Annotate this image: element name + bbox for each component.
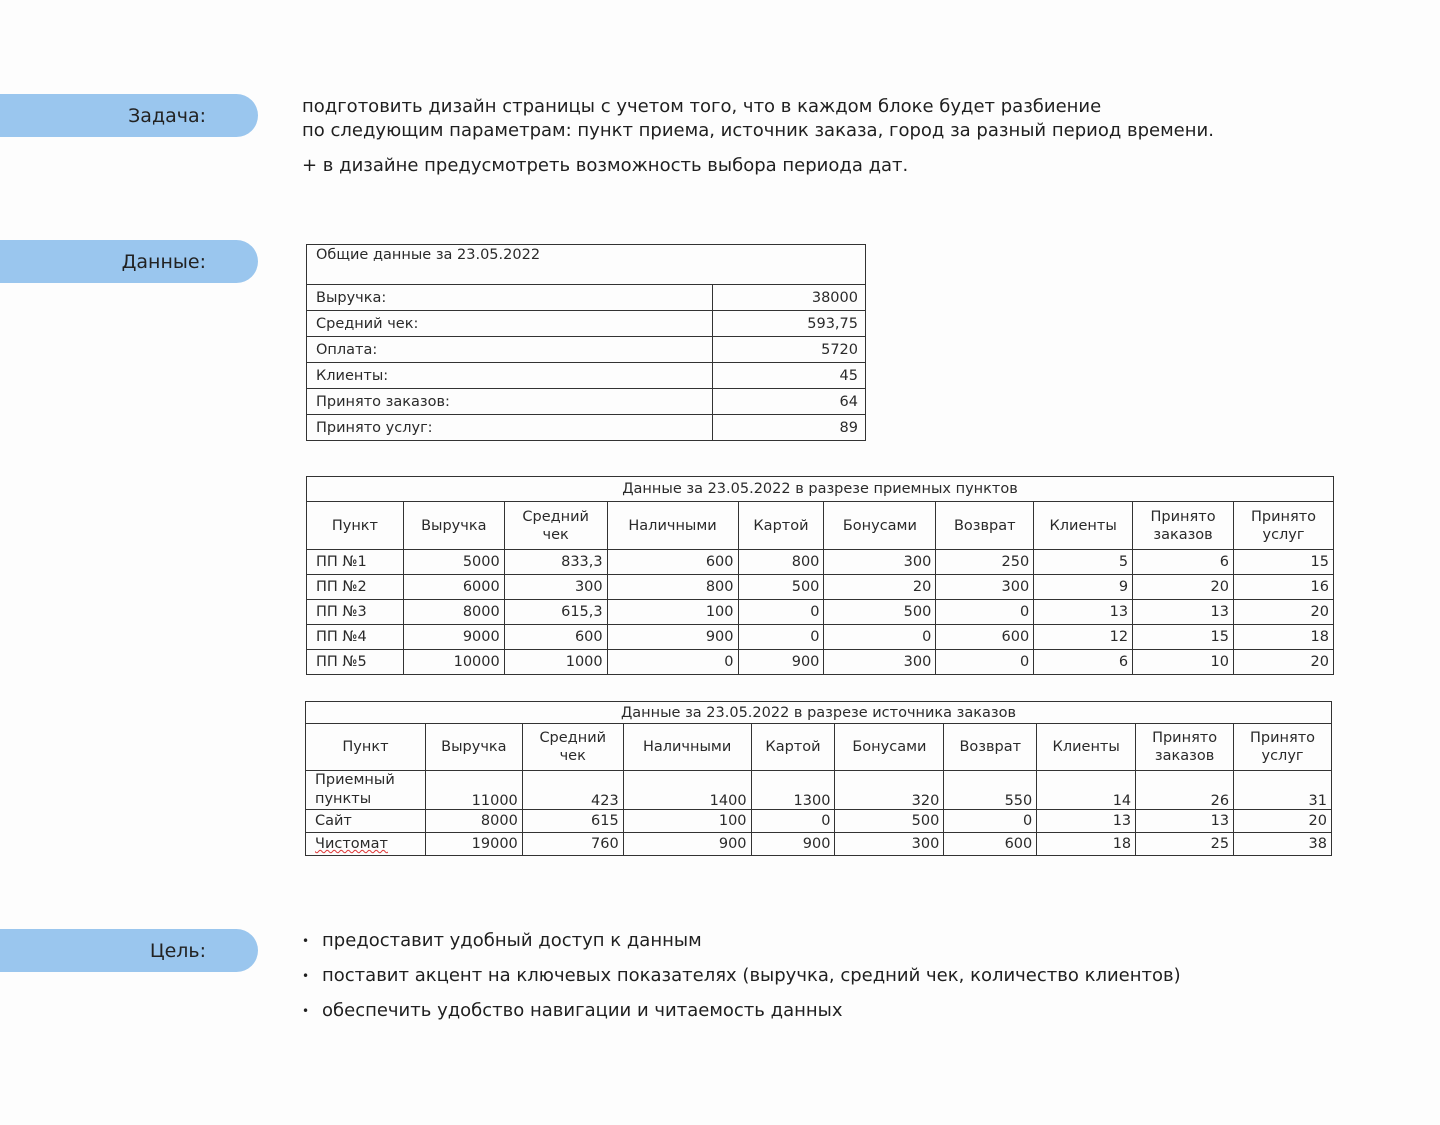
- summary-row: [307, 363, 866, 389]
- sources-cell: 760: [522, 833, 623, 856]
- points-row-label: ПП №1: [307, 550, 404, 575]
- task-line-2: по следующим параметрам: пункт приема, источник заказа, город за разный период времени.: [302, 120, 1214, 141]
- sources-column-header: Выручка: [425, 724, 522, 771]
- points-table-caption: Данные за 23.05.2022 в разрезе приемных пунктов: [307, 477, 1334, 502]
- points-cell: 100: [607, 600, 738, 625]
- section-label-data: [0, 240, 258, 283]
- goal-text: поставит акцент на ключевых показателях (выручка, средний чек, количество клиентов): [322, 965, 1181, 986]
- sources-column-header: Наличными: [623, 724, 751, 771]
- section-label-task: [0, 94, 258, 137]
- summary-row: [307, 311, 866, 337]
- goal-text: предоставит удобный доступ к данным: [322, 930, 702, 951]
- sources-column-header: Пункт: [306, 724, 426, 771]
- points-cell: 20: [1133, 575, 1234, 600]
- goal-item: [302, 929, 1181, 964]
- task-description: [302, 95, 1214, 178]
- spellcheck-underlined-text: Чистомат: [315, 836, 388, 852]
- section-label-data-text: Данные:: [121, 250, 206, 273]
- sources-row-label: [306, 833, 426, 856]
- summary-value: 45: [713, 363, 866, 389]
- points-cell: 10: [1133, 650, 1234, 675]
- sources-table-header-row: [306, 724, 1332, 771]
- points-cell: 9: [1034, 575, 1133, 600]
- points-cell: 0: [824, 625, 936, 650]
- points-cell: 6000: [403, 575, 504, 600]
- sources-cell: 13: [1136, 810, 1234, 833]
- points-cell: 500: [824, 600, 936, 625]
- summary-label: Принято заказов:: [307, 389, 713, 415]
- points-cell: 300: [936, 575, 1034, 600]
- section-label-goal-text: Цель:: [149, 939, 206, 962]
- points-column-header: Возврат: [936, 502, 1034, 550]
- points-cell: 6: [1133, 550, 1234, 575]
- points-cell: 20: [824, 575, 936, 600]
- sources-cell: 0: [751, 810, 835, 833]
- points-cell: 0: [936, 600, 1034, 625]
- points-cell: 600: [607, 550, 738, 575]
- points-cell: 15: [1133, 625, 1234, 650]
- points-column-header: Наличными: [607, 502, 738, 550]
- points-column-header: Выручка: [403, 502, 504, 550]
- points-row-label: ПП №3: [307, 600, 404, 625]
- task-extra: + в дизайне предусмотреть возможность выбора периода дат.: [302, 155, 909, 176]
- sources-row-label: Сайт: [306, 810, 426, 833]
- sources-column-header: Картой: [751, 724, 835, 771]
- points-table-row: [307, 575, 1334, 600]
- points-cell: 18: [1234, 625, 1334, 650]
- goals-list: [302, 929, 1181, 1034]
- points-column-header: Средний чек: [504, 502, 607, 550]
- points-table-row: [307, 600, 1334, 625]
- points-cell: 500: [738, 575, 824, 600]
- points-cell: 800: [738, 550, 824, 575]
- sources-table-row: [306, 810, 1332, 833]
- points-cell: 10000: [403, 650, 504, 675]
- points-column-header: Пункт: [307, 502, 404, 550]
- points-cell: 8000: [403, 600, 504, 625]
- sources-cell: 900: [623, 833, 751, 856]
- sources-column-header: Клиенты: [1037, 724, 1136, 771]
- points-cell: 300: [504, 575, 607, 600]
- points-table-row: [307, 550, 1334, 575]
- summary-row: [307, 389, 866, 415]
- goal-text: обеспечить удобство навигации и читаемость данных: [322, 1000, 843, 1021]
- points-cell: 300: [824, 650, 936, 675]
- goal-item: [302, 999, 1181, 1034]
- points-cell: 1000: [504, 650, 607, 675]
- sources-breakdown-table: [305, 701, 1332, 856]
- sources-cell: 20: [1234, 810, 1332, 833]
- sources-table-row: [306, 771, 1332, 810]
- points-cell: 15: [1234, 550, 1334, 575]
- sources-cell: 1300: [751, 771, 835, 810]
- sources-cell: 11000: [425, 771, 522, 810]
- points-cell: 800: [607, 575, 738, 600]
- sources-table-caption: Данные за 23.05.2022 в разрезе источника заказов: [306, 702, 1332, 724]
- points-column-header: Бонусами: [824, 502, 936, 550]
- points-cell: 0: [607, 650, 738, 675]
- sources-cell: 0: [944, 810, 1037, 833]
- points-table-row: [307, 650, 1334, 675]
- summary-label: Принято услуг:: [307, 415, 713, 441]
- summary-value: 64: [713, 389, 866, 415]
- points-cell: 600: [504, 625, 607, 650]
- sources-cell: 100: [623, 810, 751, 833]
- sources-cell: 900: [751, 833, 835, 856]
- section-label-goal: [0, 929, 258, 972]
- sources-cell: 423: [522, 771, 623, 810]
- points-row-label: ПП №4: [307, 625, 404, 650]
- points-row-label: ПП №5: [307, 650, 404, 675]
- sources-column-header: Бонусами: [835, 724, 944, 771]
- sources-cell: 615: [522, 810, 623, 833]
- points-cell: 300: [824, 550, 936, 575]
- points-column-header: Картой: [738, 502, 824, 550]
- points-table-row: [307, 625, 1334, 650]
- sources-column-header: Возврат: [944, 724, 1037, 771]
- sources-row-label: Приемный пункты: [306, 771, 426, 810]
- points-cell: 615,3: [504, 600, 607, 625]
- points-cell: 12: [1034, 625, 1133, 650]
- summary-value: 89: [713, 415, 866, 441]
- sources-cell: 320: [835, 771, 944, 810]
- points-cell: 13: [1133, 600, 1234, 625]
- points-table-header-row: [307, 502, 1334, 550]
- sources-cell: 8000: [425, 810, 522, 833]
- points-cell: 0: [738, 625, 824, 650]
- points-cell: 0: [738, 600, 824, 625]
- bullet-icon: •: [302, 934, 310, 948]
- summary-label: Выручка:: [307, 285, 713, 311]
- summary-row: [307, 415, 866, 441]
- points-column-header: Принято заказов: [1133, 502, 1234, 550]
- task-line-1: подготовить дизайн страницы с учетом того, что в каждом блоке будет разбиение: [302, 96, 1102, 117]
- summary-title: Общие данные за 23.05.2022: [307, 245, 866, 285]
- sources-cell: 18: [1037, 833, 1136, 856]
- points-cell: 16: [1234, 575, 1334, 600]
- points-cell: 5000: [403, 550, 504, 575]
- sources-cell: 25: [1136, 833, 1234, 856]
- sources-cell: 13: [1037, 810, 1136, 833]
- sources-column-header: Принято услуг: [1234, 724, 1332, 771]
- sources-cell: 14: [1037, 771, 1136, 810]
- summary-row: [307, 337, 866, 363]
- points-cell: 900: [738, 650, 824, 675]
- goal-item: [302, 964, 1181, 999]
- points-breakdown-table: [306, 476, 1334, 675]
- sources-cell: 1400: [623, 771, 751, 810]
- summary-label: Оплата:: [307, 337, 713, 363]
- sources-cell: 600: [944, 833, 1037, 856]
- points-cell: 13: [1034, 600, 1133, 625]
- summary-label: Средний чек:: [307, 311, 713, 337]
- bullet-icon: •: [302, 969, 310, 983]
- sources-cell: 19000: [425, 833, 522, 856]
- summary-value: 38000: [713, 285, 866, 311]
- points-cell: 900: [607, 625, 738, 650]
- sources-cell: 31: [1234, 771, 1332, 810]
- points-column-header: Клиенты: [1034, 502, 1133, 550]
- points-cell: 250: [936, 550, 1034, 575]
- points-cell: 20: [1234, 650, 1334, 675]
- points-cell: 0: [936, 650, 1034, 675]
- bullet-icon: •: [302, 1004, 310, 1018]
- summary-label: Клиенты:: [307, 363, 713, 389]
- sources-cell: 550: [944, 771, 1037, 810]
- sources-cell: 26: [1136, 771, 1234, 810]
- sources-column-header: Средний чек: [522, 724, 623, 771]
- sources-column-header: Принято заказов: [1136, 724, 1234, 771]
- points-cell: 833,3: [504, 550, 607, 575]
- sources-table-row: [306, 833, 1332, 856]
- summary-row: [307, 285, 866, 311]
- section-label-task-text: Задача:: [128, 104, 206, 127]
- summary-value: 5720: [713, 337, 866, 363]
- summary-table: [306, 244, 866, 441]
- points-cell: 5: [1034, 550, 1133, 575]
- points-cell: 20: [1234, 600, 1334, 625]
- sources-cell: 300: [835, 833, 944, 856]
- points-cell: 9000: [403, 625, 504, 650]
- sources-cell: 38: [1234, 833, 1332, 856]
- sources-cell: 500: [835, 810, 944, 833]
- points-cell: 600: [936, 625, 1034, 650]
- points-column-header: Принято услуг: [1234, 502, 1334, 550]
- points-row-label: ПП №2: [307, 575, 404, 600]
- summary-value: 593,75: [713, 311, 866, 337]
- points-cell: 6: [1034, 650, 1133, 675]
